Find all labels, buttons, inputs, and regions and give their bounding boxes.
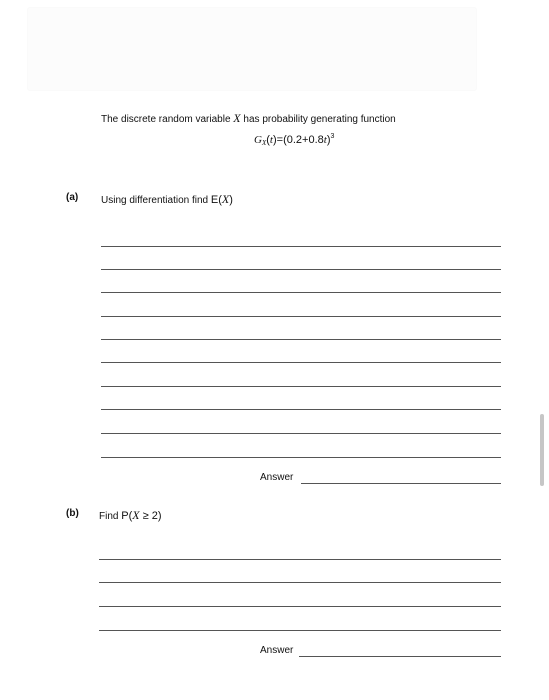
stem-suffix: has probability generating function [243,114,396,125]
part-a-label: (a) [66,192,79,203]
answer-line[interactable] [101,292,501,293]
part-a-prompt [101,192,233,207]
formula-base: (0.2+0.8 [283,134,324,146]
formula-equals: = [276,134,284,146]
answer-line[interactable] [99,630,501,631]
part-b-answer-line[interactable] [299,656,501,657]
part-b-prompt [99,508,162,523]
stem-prefix: The discrete random variable [101,114,231,125]
part-a-answer-line[interactable] [301,483,501,484]
answer-line[interactable] [101,386,501,387]
vertical-scrollbar[interactable] [540,414,544,486]
part-a-prompt-text: Using differentiation find [101,195,209,206]
part-b-expr: P(X ≥ 2) [121,508,162,522]
formula-t: t [269,134,273,146]
answer-line[interactable] [101,316,501,317]
stem-variable: X [233,111,241,125]
answer-line[interactable] [101,339,501,340]
part-b-label: (b) [66,508,79,519]
answer-line[interactable] [99,582,501,583]
answer-line[interactable] [101,269,501,270]
faded-header-area [28,8,476,90]
formula-subscript: X [261,139,267,147]
part-b-prompt-text: Find [99,511,119,522]
answer-line[interactable] [101,457,501,458]
answer-line[interactable] [101,246,501,247]
formula-power: 3 [330,133,335,140]
formula-g: G [254,134,262,146]
answer-line[interactable] [101,433,501,434]
answer-line[interactable] [101,409,501,410]
pgf-formula: $G_X(t)=(0.2+0.8t)^3$ [254,133,335,147]
formula-close: ) [326,134,331,146]
part-b-answer-label: Answer [260,645,294,656]
part-a-expr: E(X) [210,192,233,206]
formula-t2: t [323,134,327,146]
question-stem [101,111,396,126]
answer-line[interactable] [99,606,501,607]
answer-line[interactable] [101,362,501,363]
part-a-answer-label: Answer [260,472,294,483]
answer-line[interactable] [99,559,501,560]
